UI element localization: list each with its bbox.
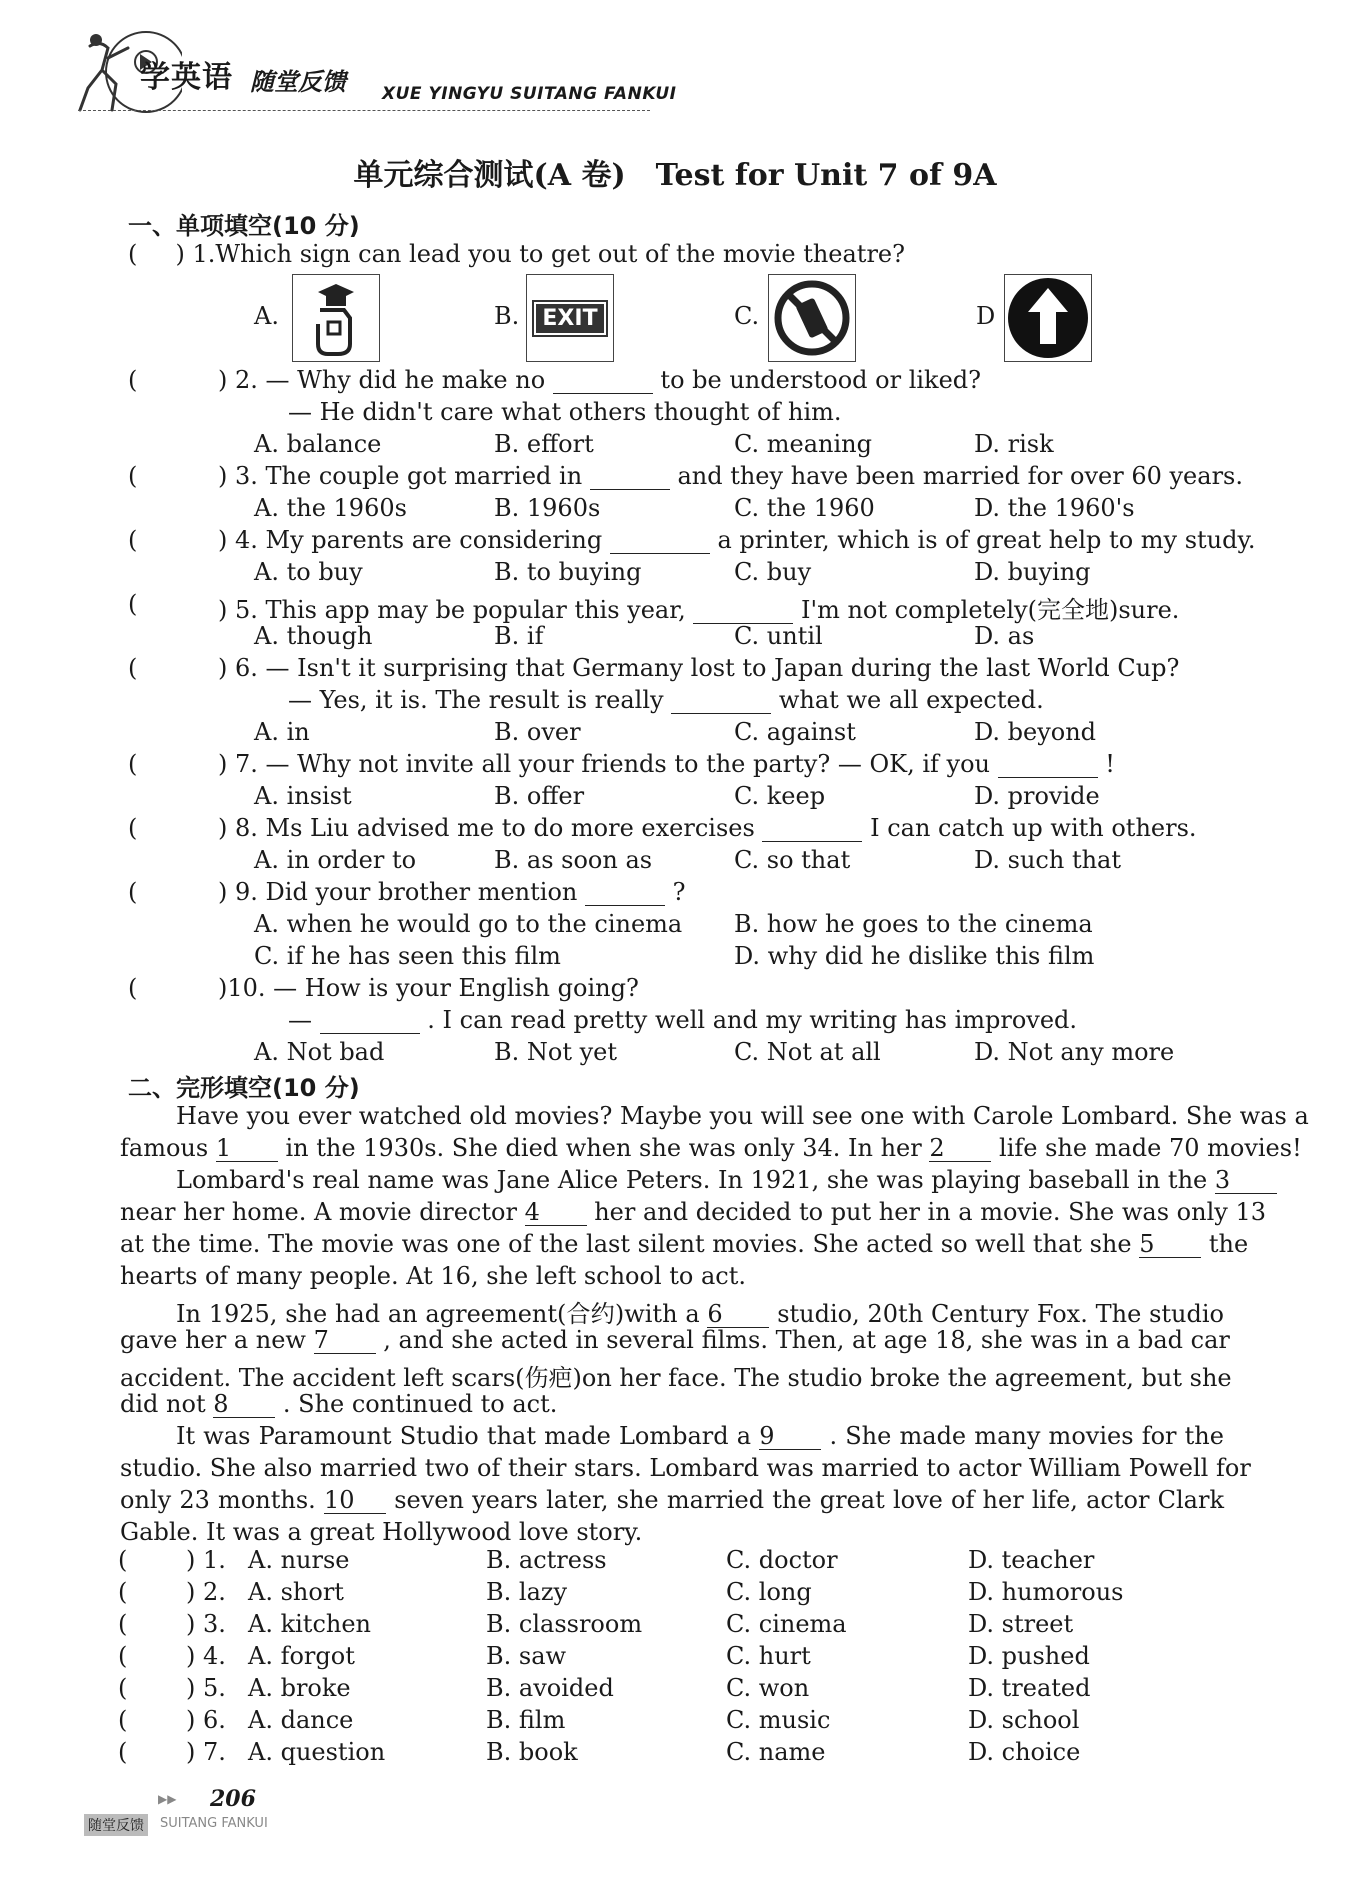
question-5: ) 5. This app may be popular this year, I'm not completely(完全地)sure.: [218, 596, 1180, 624]
cloze-option-number: ) 1.: [186, 1546, 226, 1574]
cloze-option-c[interactable]: C. hurt: [726, 1642, 811, 1670]
cloze-blank-4[interactable]: 4: [525, 1200, 587, 1226]
exit-sign: EXIT: [534, 302, 605, 335]
cloze-option-c[interactable]: C. cinema: [726, 1610, 847, 1638]
question-6-reply: — Yes, it is. The result is really what we all expected.: [288, 686, 1044, 714]
answer-blank[interactable]: [762, 816, 862, 842]
cloze-option-b[interactable]: B. avoided: [486, 1674, 614, 1702]
cloze-option-a[interactable]: A. short: [248, 1578, 344, 1606]
answer-paren[interactable]: (: [118, 1642, 128, 1670]
page-number: 206: [210, 1786, 256, 1812]
option-c[interactable]: C. buy: [734, 558, 812, 586]
option-a[interactable]: A. balance: [254, 430, 382, 458]
answer-paren[interactable]: (: [128, 462, 138, 490]
cloze-option-number: ) 5.: [186, 1674, 226, 1702]
answer-paren[interactable]: (: [118, 1706, 128, 1734]
passage-line: famous 1 in the 1930s. She died when she was only 34. In her 2 life she made 70 movies!: [120, 1134, 1302, 1162]
answer-paren[interactable]: (: [128, 654, 138, 682]
option-b[interactable]: B. how he goes to the cinema: [734, 910, 1093, 938]
cloze-option-b[interactable]: B. classroom: [486, 1610, 643, 1638]
option-c[interactable]: C. so that: [734, 846, 851, 874]
up-arrow-icon: [1006, 276, 1090, 360]
question-9: ) 9. Did your brother mention ?: [218, 878, 686, 906]
question-number: ) 9.: [218, 878, 258, 906]
cloze-option-c[interactable]: C. long: [726, 1578, 812, 1606]
answer-paren[interactable]: (: [118, 1546, 128, 1574]
cloze-option-a[interactable]: A. broke: [248, 1674, 351, 1702]
option-d[interactable]: D. risk: [974, 430, 1054, 458]
option-d[interactable]: D. such that: [974, 846, 1121, 874]
header-divider: [78, 110, 650, 111]
answer-paren[interactable]: (: [128, 974, 138, 1002]
option-b[interactable]: B. offer: [494, 782, 585, 810]
question-3: ) 3. The couple got married in and they have been married for over 60 years.: [218, 462, 1243, 490]
answer-paren[interactable]: (: [128, 814, 138, 842]
answer-blank[interactable]: [671, 688, 771, 714]
answer-paren[interactable]: (: [128, 526, 138, 554]
option-b[interactable]: B. over: [494, 718, 581, 746]
q1-sign-b[interactable]: [526, 274, 614, 362]
cloze-option-b[interactable]: B. actress: [486, 1546, 607, 1574]
option-d[interactable]: D. why did he dislike this film: [734, 942, 1095, 970]
answer-paren[interactable]: (: [118, 1738, 128, 1766]
cloze-option-a[interactable]: A. forgot: [248, 1642, 355, 1670]
question-number: )10.: [218, 974, 266, 1002]
option-c[interactable]: C. until: [734, 622, 823, 650]
option-a[interactable]: A. in: [254, 718, 310, 746]
question-number: ) 3.: [218, 462, 258, 490]
cloze-option-d[interactable]: D. treated: [968, 1674, 1091, 1702]
cloze-blank-9[interactable]: 9: [759, 1424, 821, 1450]
passage-line: In 1925, she had an agreement(合约)with a 6 studio, 20th Century Fox. The studio: [176, 1300, 1224, 1328]
question-number: ) 8.: [218, 814, 258, 842]
answer-paren[interactable]: (: [118, 1674, 128, 1702]
passage-line: only 23 months. 10 seven years later, she married the great love of her life, actor Clark: [120, 1486, 1224, 1514]
answer-blank[interactable]: [553, 368, 653, 394]
cloze-option-d[interactable]: D. humorous: [968, 1578, 1124, 1606]
cloze-option-number: ) 6.: [186, 1706, 226, 1734]
q1-sign-c[interactable]: [768, 274, 856, 362]
option-c[interactable]: C. if he has seen this film: [254, 942, 561, 970]
cloze-blank-8[interactable]: 8: [213, 1392, 275, 1418]
passage-line: near her home. A movie director 4 her and decided to put her in a movie. She was only 13: [120, 1198, 1266, 1226]
answer-paren[interactable]: (: [118, 1578, 128, 1606]
passage-line: Have you ever watched old movies? Maybe you will see one with Carole Lombard. She was a: [176, 1102, 1309, 1130]
q1-label-b: B.: [494, 302, 520, 330]
cloze-option-a[interactable]: A. dance: [248, 1706, 354, 1734]
cloze-option-b[interactable]: B. film: [486, 1706, 566, 1734]
passage-line: hearts of many people. At 16, she left school to act.: [120, 1262, 747, 1290]
passage-line: It was Paramount Studio that made Lombard a 9 . She made many movies for the: [176, 1422, 1224, 1450]
footer-label-en: SUITANG FANKUI: [160, 1816, 268, 1831]
question-1: ( ) 1.Which sign can lead you to get out of the movie theatre?: [128, 240, 905, 268]
passage-line: did not 8 . She continued to act.: [120, 1390, 558, 1418]
option-b[interactable]: B. if: [494, 622, 544, 650]
header-title-en: XUE YINGYU SUITANG FANKUI: [382, 84, 677, 104]
stairs-hand-icon: [300, 278, 372, 358]
cloze-option-number: ) 4.: [186, 1642, 226, 1670]
header-title-cn: 学英语: [140, 60, 233, 95]
question-10-reply: — . I can read pretty well and my writing has improved.: [288, 1006, 1078, 1034]
option-a[interactable]: A. though: [254, 622, 373, 650]
passage-line: accident. The accident left scars(伤疤)on her face. The studio broke the agreement, but she: [120, 1364, 1232, 1392]
passage-line: at the time. The movie was one of the last silent movies. She acted so well that she 5 the: [120, 1230, 1249, 1258]
no-phone-icon: [772, 278, 852, 358]
question-4: ) 4. My parents are considering a printer, which is of great help to my study.: [218, 526, 1256, 554]
cloze-option-d[interactable]: D. choice: [968, 1738, 1081, 1766]
question-number: ) 5.: [218, 596, 258, 624]
cloze-option-c[interactable]: C. name: [726, 1738, 826, 1766]
cloze-option-number: ) 7.: [186, 1738, 226, 1766]
q1-label-d: D: [976, 302, 996, 330]
question-2: ) 2. — Why did he make no to be understood or liked?: [218, 366, 982, 394]
cloze-option-b[interactable]: B. saw: [486, 1642, 567, 1670]
section2-heading: 二、完形填空(10 分): [128, 1074, 360, 1102]
cloze-option-d[interactable]: D. school: [968, 1706, 1080, 1734]
passage-line: studio. She also married two of their stars. Lombard was married to actor William Powell for: [120, 1454, 1251, 1482]
answer-paren[interactable]: (: [128, 590, 138, 618]
option-a[interactable]: A. insist: [254, 782, 352, 810]
option-d[interactable]: D. provide: [974, 782, 1100, 810]
section1-heading: 一、单项填空(10 分): [128, 212, 360, 240]
footer-label-cn: 随堂反馈: [84, 1814, 148, 1836]
answer-blank[interactable]: [998, 752, 1098, 778]
cloze-blank-1[interactable]: 1: [216, 1136, 278, 1162]
cloze-option-b[interactable]: B. book: [486, 1738, 578, 1766]
option-c[interactable]: C. meaning: [734, 430, 872, 458]
cloze-option-a[interactable]: A. nurse: [248, 1546, 350, 1574]
question-7: ) 7. — Why not invite all your friends to the party? — OK, if you !: [218, 750, 1115, 778]
cloze-option-d[interactable]: D. teacher: [968, 1546, 1095, 1574]
answer-paren[interactable]: (: [128, 366, 138, 394]
cloze-option-a[interactable]: A. question: [248, 1738, 386, 1766]
question-number: ) 4.: [218, 526, 258, 554]
cloze-blank-3[interactable]: 3: [1215, 1168, 1277, 1194]
question-number: ) 2.: [218, 366, 258, 394]
cloze-blank-5[interactable]: 5: [1139, 1232, 1201, 1258]
option-d[interactable]: D. buying: [974, 558, 1091, 586]
passage-line: Lombard's real name was Jane Alice Peters. In 1921, she was playing baseball in the 3: [176, 1166, 1224, 1194]
cloze-option-d[interactable]: D. pushed: [968, 1642, 1090, 1670]
answer-blank[interactable]: [320, 1008, 420, 1034]
cloze-option-d[interactable]: D. street: [968, 1610, 1074, 1638]
option-d[interactable]: D. as: [974, 622, 1035, 650]
option-c[interactable]: C. Not at all: [734, 1038, 881, 1066]
answer-blank[interactable]: [590, 464, 670, 490]
cloze-option-a[interactable]: A. kitchen: [248, 1610, 372, 1638]
q1-sign-a[interactable]: [292, 274, 380, 362]
question-8: ) 8. Ms Liu advised me to do more exercises I can catch up with others.: [218, 814, 1197, 842]
question-2-reply: — He didn't care what others thought of him.: [288, 398, 842, 426]
answer-blank[interactable]: [610, 528, 710, 554]
question-6: ) 6. — Isn't it surprising that Germany lost to Japan during the last World Cup?: [218, 654, 1180, 682]
option-d[interactable]: D. the 1960's: [974, 494, 1135, 522]
q1-sign-d[interactable]: [1004, 274, 1092, 362]
option-b[interactable]: B. to buying: [494, 558, 642, 586]
option-c[interactable]: C. against: [734, 718, 856, 746]
header-subtitle-cn: 随堂反馈: [250, 68, 346, 96]
q1-label-a: A.: [254, 302, 279, 330]
page-title: 单元综合测试(A 卷) Test for Unit 7 of 9A: [353, 158, 997, 193]
answer-paren[interactable]: (: [128, 750, 138, 778]
cloze-blank-6[interactable]: 6: [707, 1302, 769, 1328]
cloze-blank-10[interactable]: 10: [324, 1488, 386, 1514]
option-c[interactable]: C. the 1960: [734, 494, 875, 522]
passage-line: Gable. It was a great Hollywood love story.: [120, 1518, 643, 1546]
option-b[interactable]: B. as soon as: [494, 846, 653, 874]
cloze-blank-2[interactable]: 2: [929, 1136, 991, 1162]
option-a[interactable]: A. Not bad: [254, 1038, 385, 1066]
question-number: ) 6.: [218, 654, 258, 682]
option-b[interactable]: B. 1960s: [494, 494, 601, 522]
cloze-blank-7[interactable]: 7: [314, 1328, 376, 1354]
cloze-option-number: ) 3.: [186, 1610, 226, 1638]
answer-blank[interactable]: [693, 598, 793, 624]
option-a[interactable]: A. the 1960s: [254, 494, 407, 522]
footer-arrow-icon: ▶▶: [158, 1792, 177, 1806]
option-a[interactable]: A. in order to: [254, 846, 417, 874]
answer-paren[interactable]: (: [118, 1610, 128, 1638]
option-a[interactable]: A. when he would go to the cinema: [254, 910, 683, 938]
question-number: ) 7.: [218, 750, 258, 778]
passage-line: gave her a new 7 , and she acted in several films. Then, at age 18, she was in a bad car: [120, 1326, 1230, 1354]
cloze-option-c[interactable]: C. music: [726, 1706, 831, 1734]
cloze-option-number: ) 2.: [186, 1578, 226, 1606]
cloze-option-c[interactable]: C. won: [726, 1674, 810, 1702]
option-b[interactable]: B. effort: [494, 430, 594, 458]
cloze-option-c[interactable]: C. doctor: [726, 1546, 838, 1574]
q1-label-c: C.: [734, 302, 760, 330]
option-d[interactable]: D. beyond: [974, 718, 1097, 746]
option-d[interactable]: D. Not any more: [974, 1038, 1175, 1066]
answer-blank[interactable]: [585, 880, 665, 906]
cloze-option-b[interactable]: B. lazy: [486, 1578, 568, 1606]
answer-paren[interactable]: (: [128, 878, 138, 906]
option-a[interactable]: A. to buy: [254, 558, 363, 586]
question-10: )10. — How is your English going?: [218, 974, 639, 1002]
option-b[interactable]: B. Not yet: [494, 1038, 618, 1066]
option-c[interactable]: C. keep: [734, 782, 826, 810]
